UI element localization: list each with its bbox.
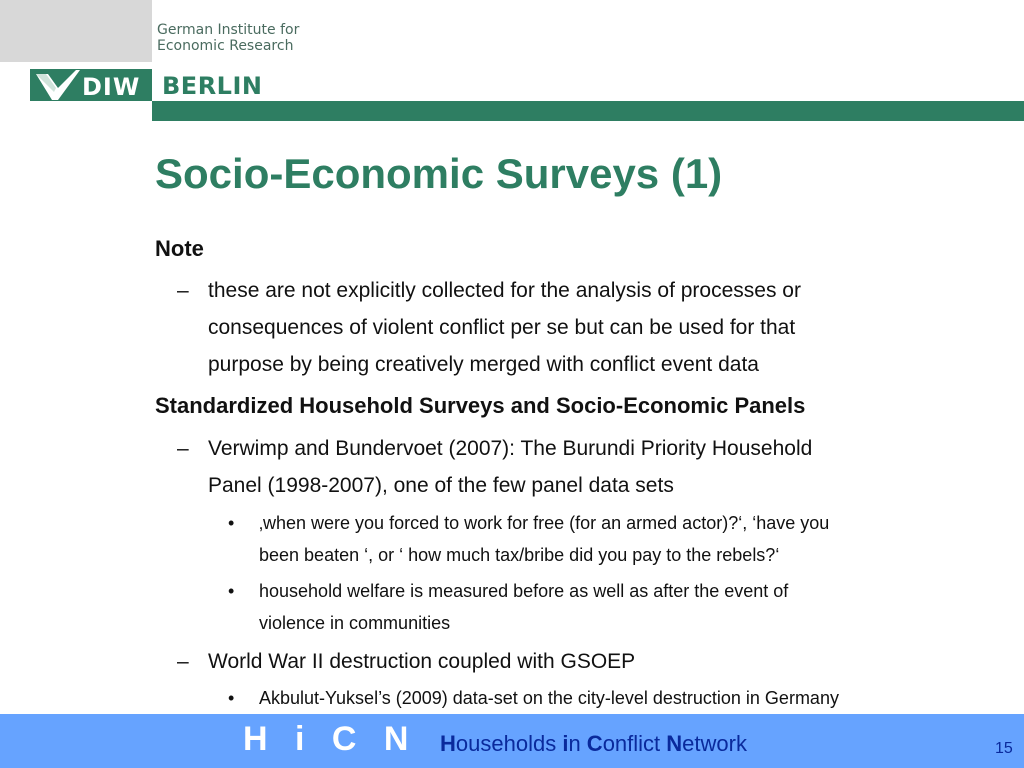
section-heading-note: Note [155, 236, 204, 261]
header-green-bar [152, 101, 1024, 121]
header-gray-block [0, 0, 152, 62]
slide-title: Socio-Economic Surveys (1) [155, 150, 723, 197]
dash-marker: – [177, 279, 189, 302]
network-initial-c: C [586, 731, 603, 756]
network-word-network: etwork [682, 731, 747, 756]
list-item-text: these are not explicitly collected for the analysis of processes or consequences of violent conflict per se but can be used for that purpose by being creatively merged with conflict event data [208, 279, 801, 376]
footer-hicn-logo: H i C N [243, 720, 415, 758]
org-name-line2: Economic Research [157, 38, 294, 54]
network-word-in: n [568, 731, 587, 756]
logo-berlin-text: BERLIN [162, 72, 263, 100]
header-rule-left [0, 101, 152, 121]
page-number: 15 [995, 740, 1013, 757]
bullet-marker: • [228, 581, 235, 601]
network-initial-h: H [440, 731, 456, 756]
bullet-marker: • [228, 688, 235, 708]
organization-name [157, 22, 299, 54]
logo-diw-text: DIW [82, 73, 141, 101]
org-name-line1: German Institute for [157, 22, 300, 38]
footer-network-name [440, 731, 747, 757]
network-word-households: ouseholds [455, 731, 563, 756]
sub-list-item-text: Akbulut-Yuksel’s (2009) data-set on the city-level destruction in Germany [259, 688, 839, 708]
section-heading-standardized: Standardized Household Surveys and Socio-Economic Panels [155, 393, 806, 418]
sub-list-item-text: household welfare is measured before as well as after the event of violence in communities [259, 581, 789, 633]
bullet-marker: • [228, 513, 235, 533]
network-word-conflict: onflict [602, 731, 667, 756]
network-initial-i: i [562, 731, 569, 756]
network-initial-n: N [666, 731, 683, 756]
checkmark-logo-icon [36, 70, 80, 100]
logo-band [0, 62, 1024, 100]
list-item-text: World War II destruction coupled with GSOEP [208, 650, 636, 673]
dash-marker: – [177, 437, 189, 460]
sub-list-item-text: ‚when were you forced to work for free (for an armed actor)?‘, ‘have you been beaten ‘, or ‘ how much tax/bribe did you pay to the rebels?‘ [259, 513, 830, 565]
list-item-text: Verwimp and Bundervoet (2007): The Burundi Priority Household Panel (1998-2007), one of the few panel data sets [208, 437, 813, 497]
dash-marker: – [177, 650, 189, 673]
